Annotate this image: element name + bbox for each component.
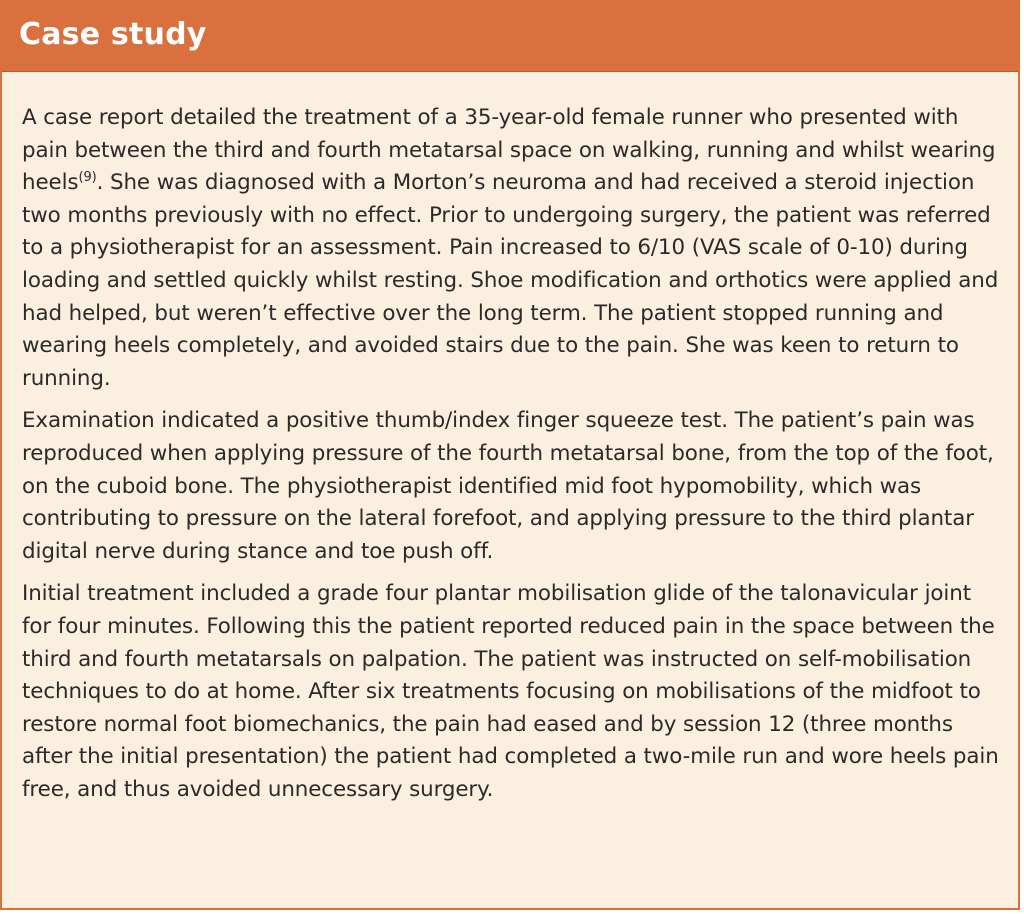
paragraph-case-report-text-end: . She was diagnosed with a Morton’s neuroma and had received a steroid injection two months previously with no effect. Prior to undergoing surgery, the patient was referred to a physiotherapist for an assessment. Pain increased to 6/10 (VAS scale of 0-10) during loading and settled quickly whilst resting. Shoe modification and orthotics were applied and had helped, but weren’t effective over the long term. The patient stopped running and wearing heels completely, and avoided stairs due to the pain. She was keen to return to running. <box>22 170 999 391</box>
paragraph-case-report <box>22 102 1004 395</box>
paragraph-examination: Examination indicated a positive thumb/index finger squeeze test. The patient’s pain was reproduced when applying pressure of the fourth metatarsal bone, from the top of the foot, on the cuboid bone. The physiotherapist identified mid foot hypomobility, which was contributing to pressure on the lateral forefoot, and applying pressure to the third plantar digital nerve during stance and toe push off. <box>22 408 994 564</box>
case-study-title: Case study <box>19 17 207 52</box>
case-study-header <box>2 2 1018 72</box>
paragraph-case-report-text-start: A case report detailed the treatment of a 35-year-old female runner who presented with pain between the third and fourth metatarsal space on walking, running and whilst wearing heels <box>22 105 996 196</box>
reference-superscript: (9) <box>78 170 97 186</box>
paragraph-treatment: Initial treatment included a grade four plantar mobilisation glide of the talonavicular joint for four minutes. Following this the patient reported reduced pain in the space between the third and fourth metatarsals on palpation. The patient was instructed on self-mobilisation techniques to do at home. After six treatments focusing on mobilisations of the midfoot to restore normal foot biomechanics, the pain had eased and by session 12 (three months after the initial presentation) the patient had completed a two-mile run and wore heels pain free, and thus avoided unnecessary surgery. <box>22 581 999 802</box>
case-study-content <box>2 72 1018 806</box>
